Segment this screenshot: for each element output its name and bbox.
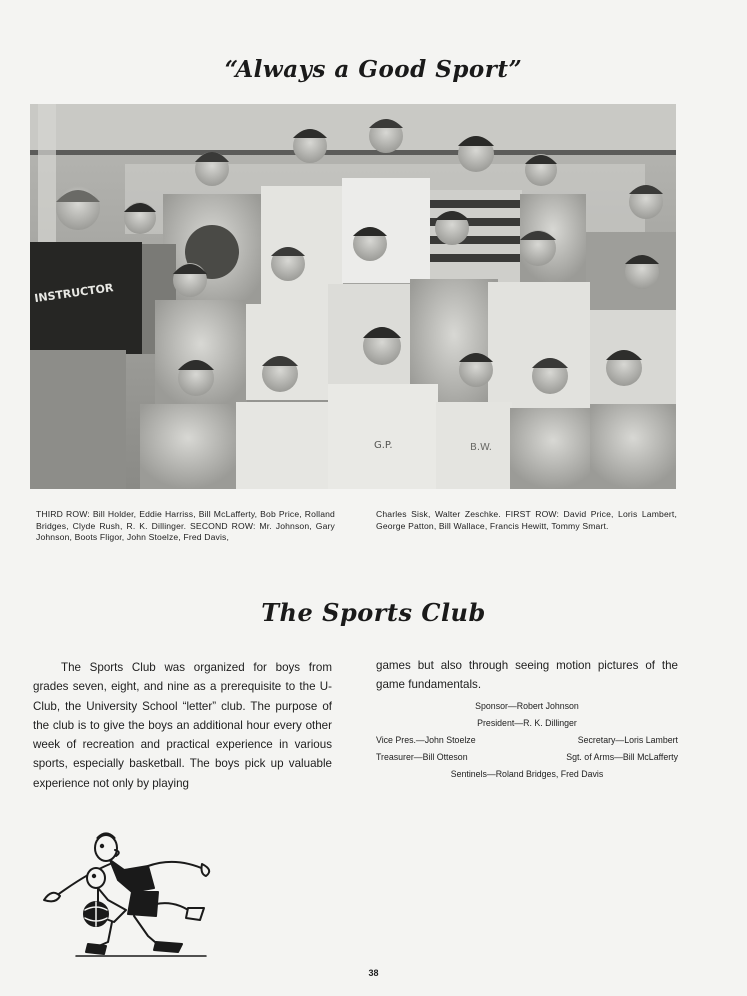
page-title: “Always a Good Sport” — [224, 56, 523, 83]
shirt-letters-bw: B.W. — [470, 442, 492, 453]
body-column-right — [376, 656, 678, 695]
page-number: 38 — [368, 968, 379, 978]
officer-row-2 — [376, 749, 678, 766]
officer-vice-president: Vice Pres.—John Stoelze — [376, 735, 476, 745]
instructor-shirt-text: INSTRUCTOR — [33, 281, 115, 306]
officer-sgt-at-arms: Sgt. of Arms—Bill McLafferty — [566, 752, 678, 762]
officer-secretary: Secretary—Loris Lambert — [577, 735, 678, 745]
officer-treasurer: Treasurer—Bill Otteson — [376, 752, 468, 762]
shirt-letters-gp: G.P. — [374, 440, 393, 451]
body-column-left — [33, 658, 332, 793]
officer-sponsor: Sponsor—Robert Johnson — [475, 701, 579, 711]
officer-president: President—R. K. Dillinger — [477, 718, 577, 728]
photo-caption-right: Charles Sisk, Walter Zeschke. FIRST ROW: David Price, Loris Lambert, George Patton, Bill Wallace, Francis Hewitt, Tommy Smart. — [376, 509, 677, 531]
photo-caption-left: THIRD ROW: Bill Holder, Eddie Harriss, Bill McLafferty, Bob Price, Rolland Bridges, Clyde Rush, R. K. Dillinger. SECOND ROW: Mr. Johnson, Gary Johnson, Boots Fligor, John Stoelze, Fred Davis, — [36, 509, 335, 543]
body-paragraph-right: games but also through seeing motion pictures of the game fundamentals. — [376, 659, 678, 692]
body-paragraph-left: The Sports Club was organized for boys from grades seven, eight, and nine as a prerequisite to the U-Club, the University School “letter” club. The purpose of the club is to give the boys an additional hour every other week of recreation and practical experience in various sports, especially basketball. The boys pick up valuable experience not only by playing — [33, 661, 332, 790]
officer-row-1 — [376, 732, 678, 749]
officer-sentinels: Sentinels—Roland Bridges, Fred Davis — [450, 769, 604, 779]
basketball-cartoon-illustration — [36, 830, 226, 962]
group-photo — [30, 104, 676, 489]
section-title: The Sports Club — [261, 598, 486, 627]
